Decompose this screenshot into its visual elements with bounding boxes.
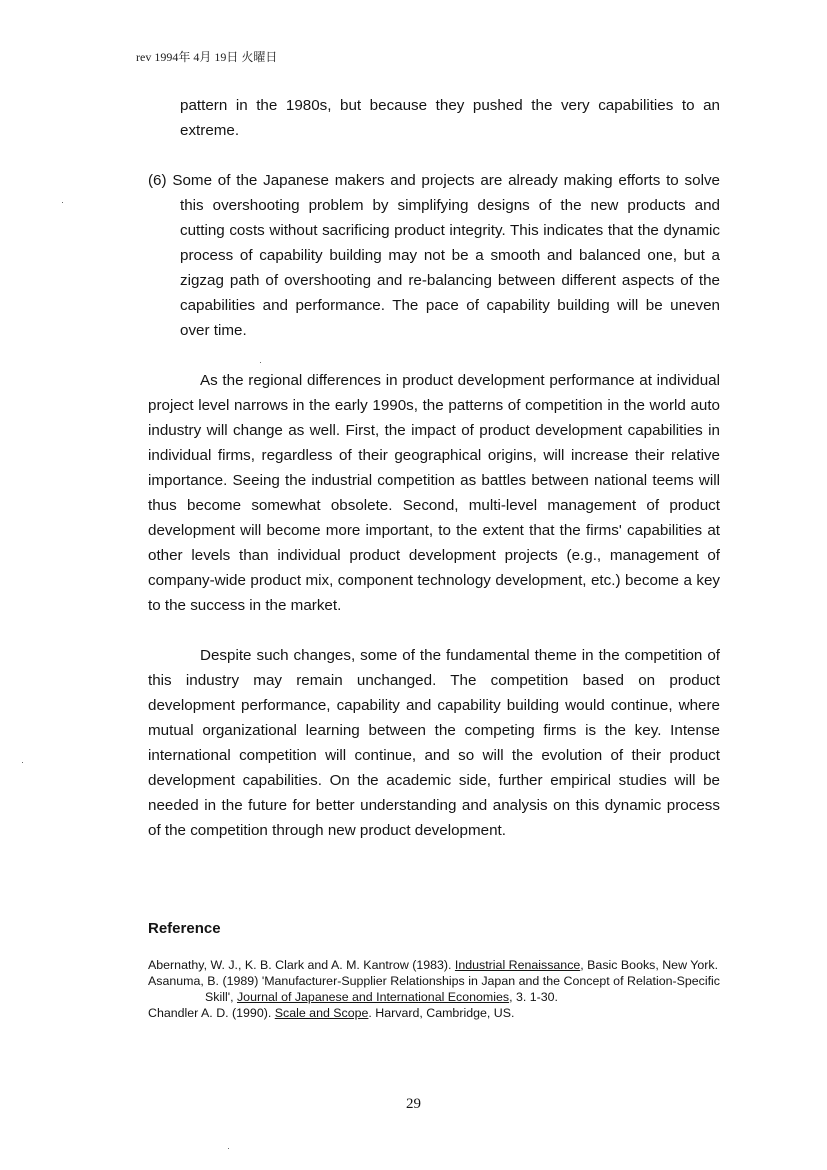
reference-publisher: , 3. 1-30. [509,990,558,1004]
reference-authors: Asanuma, B. (1989) 'Manufacturer-Supplier Relationships in Japan and the Concept of Relation-Specific Skill', [148,974,720,1004]
scan-speck [62,202,63,203]
body-paragraph-2: Despite such changes, some of the fundamental theme in the competition of this industry may remain unchanged. The competition based on product development performance, capability and capability building would continue, where mutual organizational learning between the competing firms is the key. Intense international competition will continue, and so will the evolution of their product development capabilities. On the academic side, further empirical studies will be needed in the future for better understanding and analysis on this dynamic process of the competition through new product development. [148,647,720,839]
reference-authors: Abernathy, W. J., K. B. Clark and A. M. Kantrow (1983). [148,958,455,972]
reference-list [148,957,720,1021]
reference-authors: Chandler A. D. (1990). [148,1006,275,1020]
numbered-item-6 [148,168,720,343]
continuation-paragraph: pattern in the 1980s, but because they pushed the very capabilities to an extreme. [180,97,720,139]
page-number: 29 [406,1096,421,1112]
reference-entry [148,973,720,1005]
reference-title: Scale and Scope [274,1006,369,1020]
reference-publisher: . Harvard, Cambridge, US. [368,1006,515,1020]
reference-entry [148,1005,720,1021]
reference-publisher: , Basic Books, New York. [580,958,719,972]
reference-entry [148,957,720,973]
reference-title: Industrial Renaissance [454,958,581,972]
reference-title: Journal of Japanese and International Economies [236,990,510,1004]
reference-heading: Reference [148,920,221,937]
item-text: Some of the Japanese makers and projects are already making efforts to solve this overshooting problem by simplifying designs of the new products and cutting costs without sacrificing product integrity. This indicates that the dynamic process of capability building may not be a smooth and balanced one, but a zigzag path of overshooting and re-balancing between different aspects of the capabilities and performance. The pace of capability building will be uneven over time. [172,172,720,339]
body-paragraph-1: As the regional differences in product development performance at individual project level narrows in the early 1990s, the patterns of competition in the world auto industry will change as well. First, the impact of product development capabilities in individual firms, regardless of their geographical origins, will increase their relative importance. Seeing the industrial competition as battles between national teems will thus become somewhat obsolete. Second, multi-level management of product development will become more important, to the extent that the firms' capabilities at other levels than individual product development projects (e.g., management of company-wide product mix, component technology development, etc.) become a key to the success in the market. [148,372,720,614]
scan-speck [22,762,23,763]
scan-speck [228,1148,229,1149]
page-header-date: rev 1994年 4月 19日 火曜日 [136,50,278,64]
item-number: (6) [148,172,167,189]
scan-speck [260,362,261,363]
